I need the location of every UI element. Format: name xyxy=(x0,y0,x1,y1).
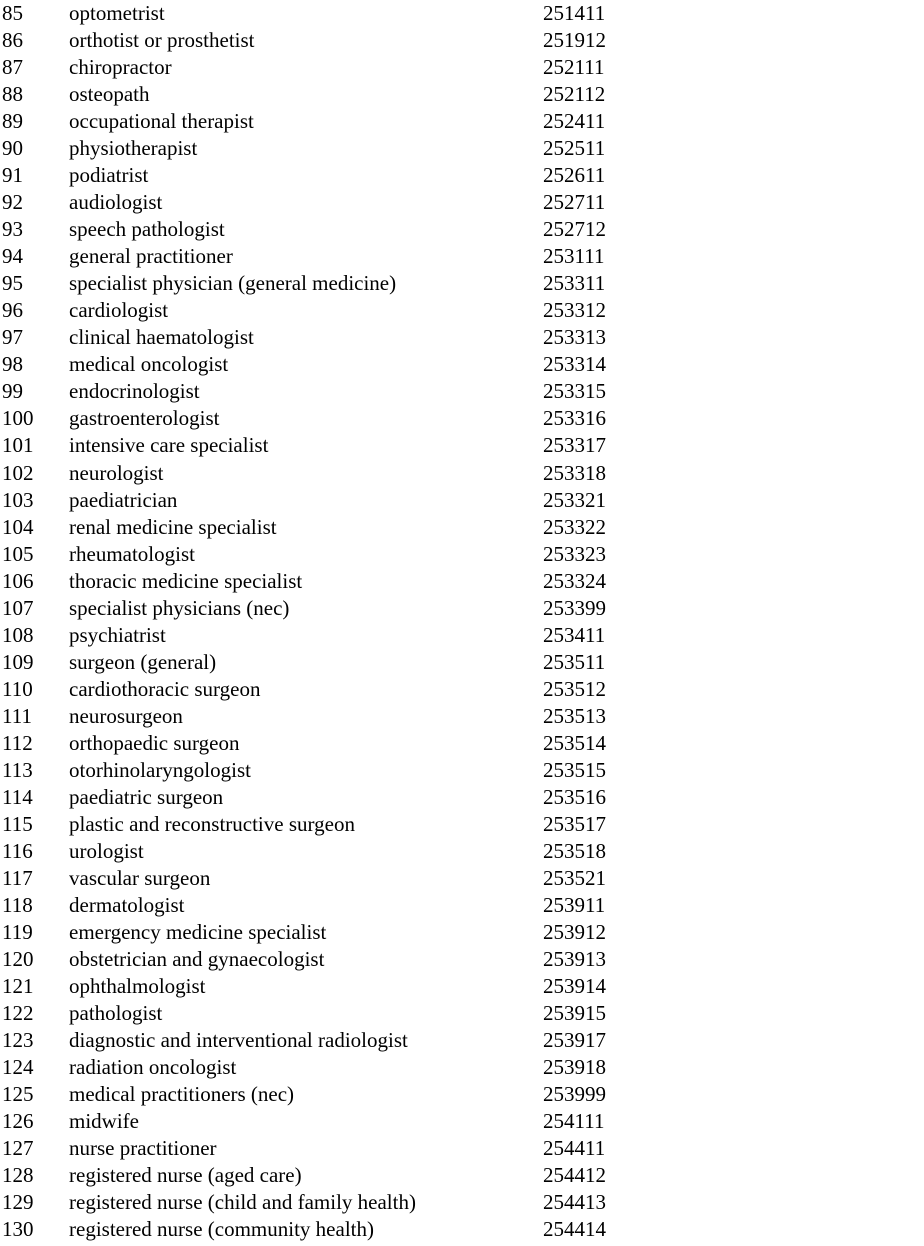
table-row xyxy=(0,1000,924,1027)
table-row xyxy=(0,1189,924,1216)
occupation-name: rheumatologist xyxy=(69,541,195,566)
table-row xyxy=(0,324,924,351)
row-number: 112 xyxy=(2,730,33,755)
table-row xyxy=(0,1108,924,1135)
row-number: 97 xyxy=(2,325,23,350)
occupation-name: urologist xyxy=(69,838,144,863)
occupation-code: 254413 xyxy=(543,1190,606,1215)
occupation-name: cardiothoracic surgeon xyxy=(69,676,261,701)
table-row xyxy=(0,460,924,487)
occupation-code: 253913 xyxy=(543,947,606,972)
occupation-name: specialist physician (general medicine) xyxy=(69,271,397,296)
occupation-code: 253315 xyxy=(543,379,606,404)
occupation-code: 252511 xyxy=(543,136,606,161)
occupation-code: 252712 xyxy=(543,217,606,242)
row-number: 90 xyxy=(2,136,23,161)
occupation-name: paediatrician xyxy=(69,487,178,512)
occupation-name: otorhinolaryngologist xyxy=(69,757,251,782)
row-number: 108 xyxy=(2,622,34,647)
occupation-name: plastic and reconstructive surgeon xyxy=(69,811,355,836)
table-row xyxy=(0,189,924,216)
occupation-code: 253518 xyxy=(543,838,606,863)
table-row xyxy=(0,1162,924,1189)
table-row xyxy=(0,1027,924,1054)
table-row xyxy=(0,838,924,865)
row-number: 106 xyxy=(2,568,34,593)
table-row xyxy=(0,378,924,405)
row-number: 121 xyxy=(2,974,34,999)
table-row xyxy=(0,27,924,54)
occupation-name: occupational therapist xyxy=(69,109,254,134)
table-row xyxy=(0,784,924,811)
table-row xyxy=(0,919,924,946)
occupation-code: 253313 xyxy=(543,325,606,350)
occupation-code: 253511 xyxy=(543,649,606,674)
occupation-name: vascular surgeon xyxy=(69,865,211,890)
occupation-code: 253324 xyxy=(543,568,606,593)
table-row xyxy=(0,405,924,432)
row-number: 85 xyxy=(2,1,23,25)
occupation-code: 254414 xyxy=(543,1217,606,1242)
table-row xyxy=(0,216,924,243)
occupation-name: dermatologist xyxy=(69,892,185,917)
occupation-code: 252111 xyxy=(543,55,605,80)
occupation-name: pathologist xyxy=(69,1001,163,1026)
occupation-code: 254111 xyxy=(543,1109,605,1134)
occupation-name: endocrinologist xyxy=(69,379,200,404)
occupation-name: general practitioner xyxy=(69,244,233,269)
occupation-code: 253323 xyxy=(543,541,606,566)
table-row xyxy=(0,676,924,703)
row-number: 113 xyxy=(2,757,33,782)
row-number: 105 xyxy=(2,541,34,566)
occupation-code: 253317 xyxy=(543,433,606,458)
occupation-name: nurse practitioner xyxy=(69,1136,217,1161)
row-number: 107 xyxy=(2,595,34,620)
table-row xyxy=(0,865,924,892)
occupation-name: psychiatrist xyxy=(69,622,166,647)
table-row xyxy=(0,649,924,676)
row-number: 116 xyxy=(2,838,33,863)
occupation-code: 253399 xyxy=(543,595,606,620)
table-row xyxy=(0,1216,924,1243)
row-number: 95 xyxy=(2,271,23,296)
occupation-code: 253111 xyxy=(543,244,605,269)
table-row xyxy=(0,1135,924,1162)
occupation-name: specialist physicians (nec) xyxy=(69,595,290,620)
occupation-code: 253514 xyxy=(543,730,606,755)
table-row xyxy=(0,135,924,162)
occupation-code: 253512 xyxy=(543,676,606,701)
occupation-name: emergency medicine specialist xyxy=(69,920,327,945)
occupation-name: surgeon (general) xyxy=(69,649,217,674)
occupation-code: 253999 xyxy=(543,1082,606,1107)
occupation-code: 252611 xyxy=(543,163,606,188)
occupation-name: clinical haematologist xyxy=(69,325,254,350)
row-number: 104 xyxy=(2,514,34,539)
occupation-code: 253918 xyxy=(543,1055,606,1080)
occupation-code: 253917 xyxy=(543,1028,606,1053)
occupation-code: 251912 xyxy=(543,28,606,53)
occupation-name: medical practitioners (nec) xyxy=(69,1082,295,1107)
occupation-code: 253411 xyxy=(543,622,606,647)
occupation-name: audiologist xyxy=(69,190,163,215)
table-row xyxy=(0,811,924,838)
occupation-code: 253521 xyxy=(543,865,606,890)
table-row xyxy=(0,1081,924,1108)
row-number: 96 xyxy=(2,298,23,323)
table-row xyxy=(0,54,924,81)
table-row xyxy=(0,108,924,135)
table-row xyxy=(0,487,924,514)
row-number: 103 xyxy=(2,487,34,512)
occupation-code: 253314 xyxy=(543,352,606,377)
occupation-code: 253321 xyxy=(543,487,606,512)
occupation-name: radiation oncologist xyxy=(69,1055,237,1080)
occupation-code: 253316 xyxy=(543,406,606,431)
occupation-name: registered nurse (aged care) xyxy=(69,1163,302,1188)
table-row xyxy=(0,973,924,1000)
occupation-code: 253322 xyxy=(543,514,606,539)
occupation-code: 254411 xyxy=(543,1136,606,1161)
row-number: 111 xyxy=(2,703,32,728)
table-row xyxy=(0,1054,924,1081)
table-row xyxy=(0,595,924,622)
row-number: 98 xyxy=(2,352,23,377)
occupation-name: thoracic medicine specialist xyxy=(69,568,303,593)
occupation-code: 251411 xyxy=(543,1,606,25)
row-number: 129 xyxy=(2,1190,34,1215)
row-number: 99 xyxy=(2,379,23,404)
table-row xyxy=(0,541,924,568)
row-number: 127 xyxy=(2,1136,34,1161)
occupation-name: gastroenterologist xyxy=(69,406,220,431)
occupation-code: 253914 xyxy=(543,974,606,999)
table-row xyxy=(0,162,924,189)
occupation-code: 253515 xyxy=(543,757,606,782)
row-number: 128 xyxy=(2,1163,34,1188)
occupation-name: diagnostic and interventional radiologist xyxy=(69,1028,408,1053)
row-number: 88 xyxy=(2,82,23,107)
table-row xyxy=(0,568,924,595)
table-row xyxy=(0,757,924,784)
occupation-name: paediatric surgeon xyxy=(69,784,224,809)
row-number: 130 xyxy=(2,1217,34,1242)
occupation-name: intensive care specialist xyxy=(69,433,269,458)
table-row xyxy=(0,622,924,649)
occupation-name: midwife xyxy=(69,1109,139,1134)
occupation-code: 252112 xyxy=(543,82,606,107)
occupation-name: neurologist xyxy=(69,460,164,485)
occupation-code: 253516 xyxy=(543,784,606,809)
table-row xyxy=(0,432,924,459)
occupation-code: 253513 xyxy=(543,703,606,728)
row-number: 110 xyxy=(2,676,33,701)
occupation-code: 253318 xyxy=(543,460,606,485)
row-number: 119 xyxy=(2,920,33,945)
occupation-code: 253312 xyxy=(543,298,606,323)
occupation-name: physiotherapist xyxy=(69,136,198,161)
row-number: 125 xyxy=(2,1082,34,1107)
occupation-name: renal medicine specialist xyxy=(69,514,277,539)
occupation-name: neurosurgeon xyxy=(69,703,183,728)
row-number: 101 xyxy=(2,433,34,458)
row-number: 92 xyxy=(2,190,23,215)
table-row xyxy=(0,243,924,270)
occupation-code: 253911 xyxy=(543,892,606,917)
table-row xyxy=(0,946,924,973)
table-row xyxy=(0,730,924,757)
occupation-name: osteopath xyxy=(69,82,150,107)
row-number: 91 xyxy=(2,163,23,188)
row-number: 124 xyxy=(2,1055,34,1080)
table-row xyxy=(0,351,924,378)
occupation-name: orthotist or prosthetist xyxy=(69,28,255,53)
row-number: 93 xyxy=(2,217,23,242)
row-number: 87 xyxy=(2,55,23,80)
row-number: 120 xyxy=(2,947,34,972)
table-row xyxy=(0,297,924,324)
row-number: 126 xyxy=(2,1109,34,1134)
occupation-name: registered nurse (community health) xyxy=(69,1217,374,1242)
occupation-name: orthopaedic surgeon xyxy=(69,730,240,755)
occupation-name: optometrist xyxy=(69,1,165,25)
occupation-name: speech pathologist xyxy=(69,217,225,242)
row-number: 122 xyxy=(2,1001,34,1026)
occupation-name: registered nurse (child and family health) xyxy=(69,1190,416,1215)
row-number: 94 xyxy=(2,244,23,269)
table-row xyxy=(0,892,924,919)
row-number: 89 xyxy=(2,109,23,134)
table-row xyxy=(0,270,924,297)
occupation-code: 252411 xyxy=(543,109,606,134)
row-number: 102 xyxy=(2,460,34,485)
occupation-code: 253311 xyxy=(543,271,606,296)
occupation-code: 253517 xyxy=(543,811,606,836)
row-number: 115 xyxy=(2,811,33,836)
occupation-name: podiatrist xyxy=(69,163,149,188)
table-row xyxy=(0,0,924,27)
occupation-name: ophthalmologist xyxy=(69,974,206,999)
row-number: 117 xyxy=(2,865,33,890)
row-number: 118 xyxy=(2,892,33,917)
occupation-code: 252711 xyxy=(543,190,606,215)
table-row xyxy=(0,81,924,108)
occupation-name: cardiologist xyxy=(69,298,169,323)
occupation-name: chiropractor xyxy=(69,55,172,80)
occupation-code: 253912 xyxy=(543,920,606,945)
row-number: 109 xyxy=(2,649,34,674)
occupation-code: 253915 xyxy=(543,1001,606,1026)
row-number: 123 xyxy=(2,1028,34,1053)
row-number: 86 xyxy=(2,28,23,53)
occupation-name: medical oncologist xyxy=(69,352,229,377)
occupation-code: 254412 xyxy=(543,1163,606,1188)
row-number: 100 xyxy=(2,406,34,431)
table-row xyxy=(0,514,924,541)
table-row xyxy=(0,703,924,730)
occupation-name: obstetrician and gynaecologist xyxy=(69,947,325,972)
row-number: 114 xyxy=(2,784,33,809)
